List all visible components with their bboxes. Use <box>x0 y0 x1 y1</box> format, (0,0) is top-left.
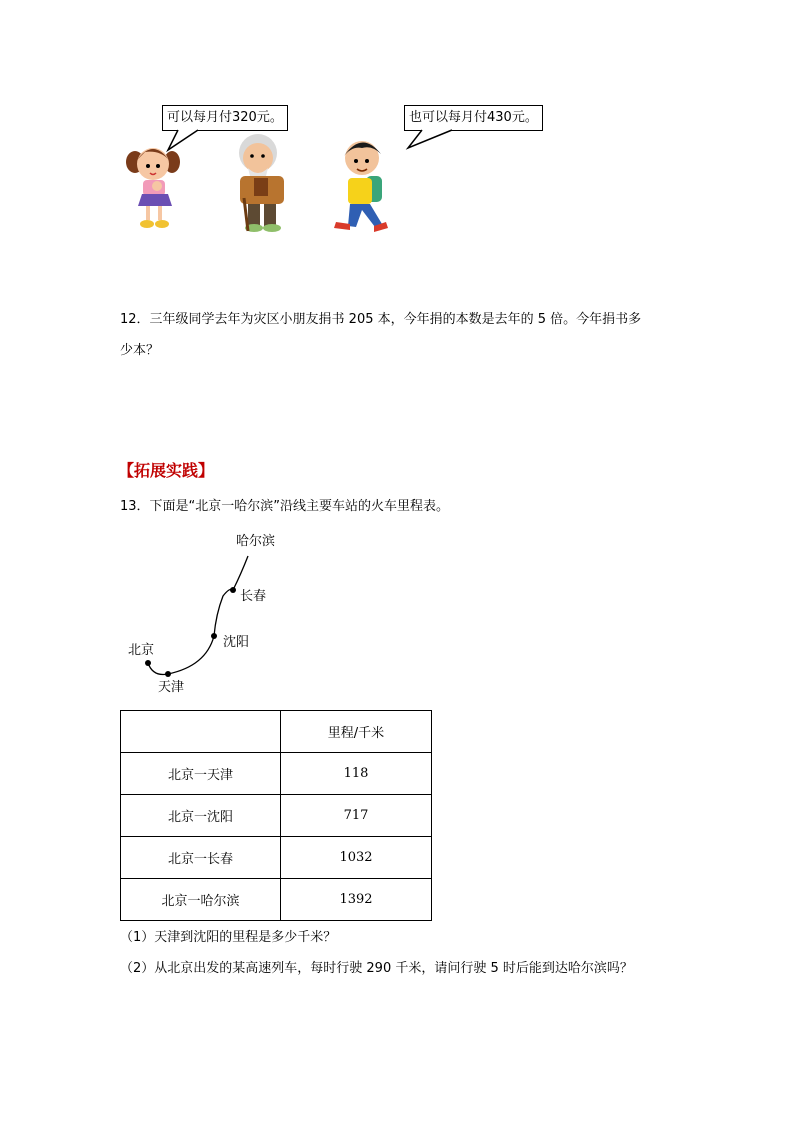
distance-cell: 1392 <box>281 879 432 921</box>
table-row <box>121 795 432 837</box>
station-label-beijing: 北京 <box>128 643 155 658</box>
table-header-row <box>121 711 432 753</box>
station-dot-tianjin <box>165 671 171 677</box>
station-label-changchun: 长春 <box>240 589 267 604</box>
station-label-tianjin: 天津 <box>158 680 185 695</box>
bubble-tail-left <box>168 130 198 150</box>
station-dot-changchun <box>230 587 236 593</box>
route-cell: 北京一哈尔滨 <box>121 879 281 921</box>
distance-cell: 717 <box>281 795 432 837</box>
route-cell: 北京一沈阳 <box>121 795 281 837</box>
speech-bubble-right-text: 也可以每月付430元。 <box>409 110 538 125</box>
question-13-intro: 13．下面是“北京一哈尔滨”沿线主要车站的火车里程表。 <box>120 499 450 514</box>
distance-cell: 1032 <box>281 837 432 879</box>
cartoon-illustration <box>0 0 794 250</box>
question-12-line1: 12．三年级同学去年为灾区小朋友捐书 205 本，今年捐的本数是去年的 5 倍。今年捐书多 <box>120 312 642 327</box>
mileage-table <box>120 710 432 921</box>
station-label-shenyang: 沈阳 <box>223 635 250 650</box>
question-12-line2: 少本？ <box>120 343 160 358</box>
railway-route-map <box>120 530 320 710</box>
station-dot-shenyang <box>211 633 217 639</box>
station-label-harbin: 哈尔滨 <box>236 534 276 549</box>
table-row <box>121 879 432 921</box>
question-13-sub1: （1）天津到沈阳的里程是多少千米？ <box>120 930 337 945</box>
distance-cell: 118 <box>281 753 432 795</box>
route-cell: 北京一长春 <box>121 837 281 879</box>
table-row <box>121 837 432 879</box>
boy-figure <box>334 141 388 232</box>
question-13-sub2: （2）从北京出发的某高速列车，每时行驶 290 千米，请问行驶 5 时后能到达哈尔滨吗？ <box>120 961 633 976</box>
table-header-cell <box>121 711 281 753</box>
speech-bubble-left-text: 可以每月付320元。 <box>167 110 283 125</box>
route-line <box>148 556 248 675</box>
girl-figure <box>126 148 180 228</box>
route-cell: 北京一天津 <box>121 753 281 795</box>
table-header-cell: 里程/千米 <box>281 711 432 753</box>
section-title: 【拓展实践】 <box>118 461 215 480</box>
table-row <box>121 753 432 795</box>
grandpa-figure <box>239 134 284 232</box>
bubble-tail-right <box>408 130 452 148</box>
